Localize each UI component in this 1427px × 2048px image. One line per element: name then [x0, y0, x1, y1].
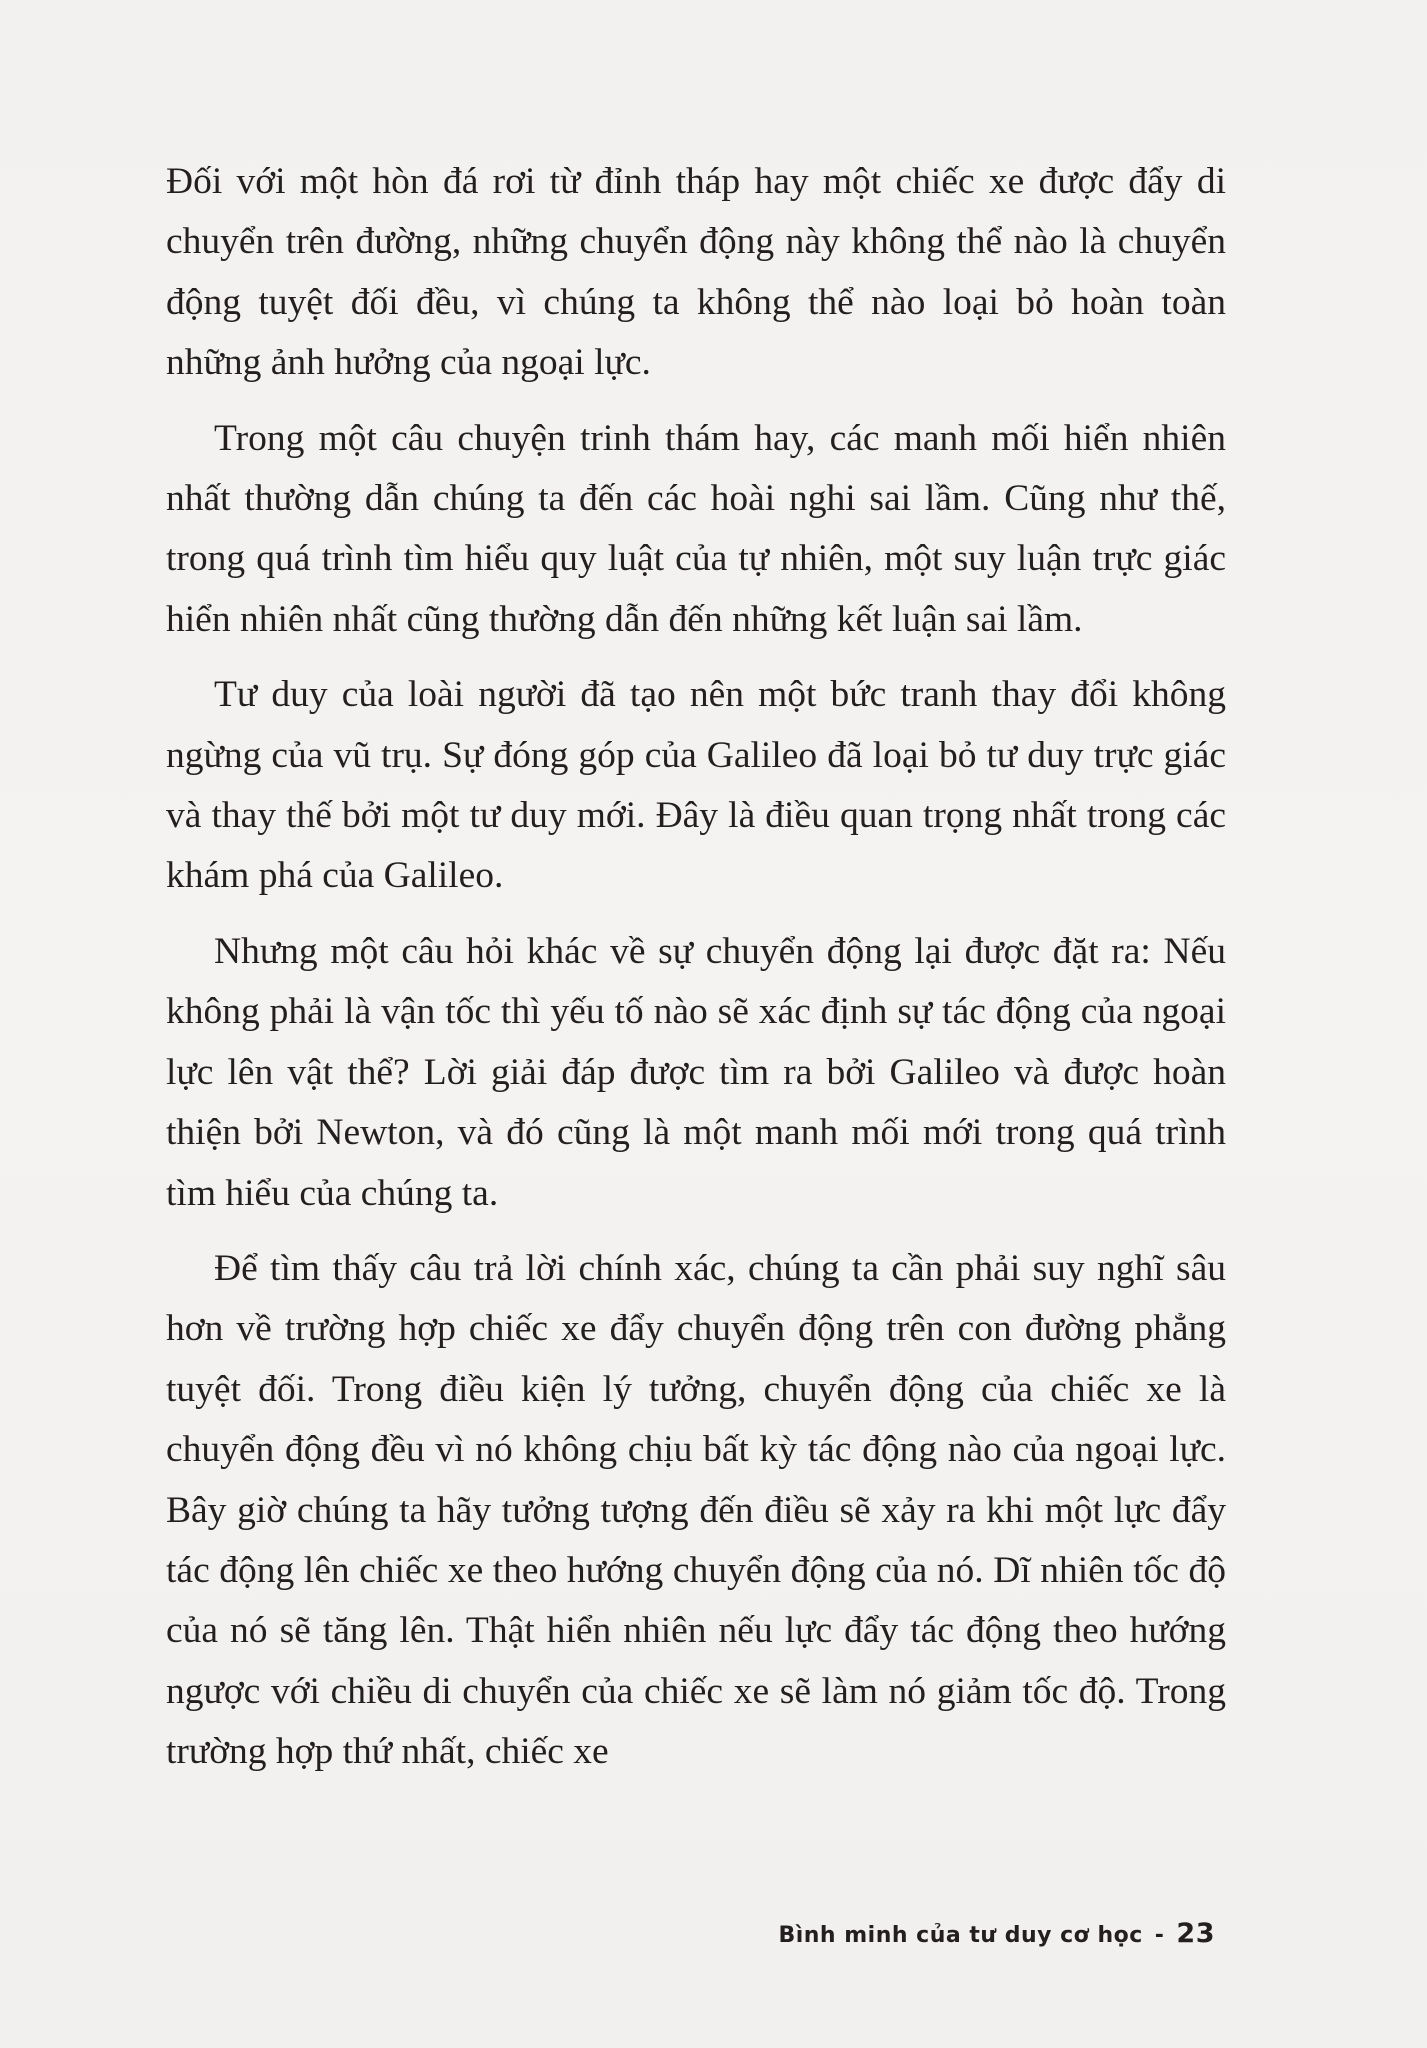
paragraph-1: Đối với một hòn đá rơi từ đỉnh tháp hay một chiếc xe được đẩy di chuyển trên đường, những chuyển động này không thể nào là chuyển động tuyệt đối đều, vì chúng ta không thể nào loại bỏ hoàn toàn những ảnh hưởng của ngoại lực. — [166, 161, 1226, 384]
running-footer — [778, 1918, 1215, 1949]
paragraph-5: Để tìm thấy câu trả lời chính xác, chúng ta cần phải suy nghĩ sâu hơn về trường hợp chiếc xe đẩy chuyển động trên con đường phẳng tuyệt đối. Trong điều kiện lý tưởng, chuyển động của chiếc xe là chuyển động đều vì nó không chịu bất kỳ tác động nào của ngoại lực. Bây giờ chúng ta hãy tưởng tượng đến điều sẽ xảy ra khi một lực đẩy tác động lên chiếc xe theo hướng chuyển động của nó. Dĩ nhiên tốc độ của nó sẽ tăng lên. Thật hiển nhiên nếu lực đẩy tác động theo hướng ngược với chiều di chuyển của chiếc xe sẽ làm nó giảm tốc độ. Trong trường hợp thứ nhất, chiếc xe — [166, 1247, 1226, 1773]
paragraph-3: Tư duy của loài người đã tạo nên một bức tranh thay đổi không ngừng của vũ trụ. Sự đóng góp của Galileo đã loại bỏ tư duy trực giác và thay thế bởi một tư duy mới. Đây là điều quan trọng nhất trong các khám phá của Galileo. — [166, 674, 1226, 897]
footer-chapter-title: Bình minh của tư duy cơ học — [778, 1923, 1143, 1948]
page-number: 23 — [1176, 1918, 1215, 1949]
footer-separator: - — [1154, 1923, 1165, 1948]
body-text — [166, 152, 1226, 1798]
paragraph-4: Nhưng một câu hỏi khác về sự chuyển động lại được đặt ra: Nếu không phải là vận tốc thì yếu tố nào sẽ xác định sự tác động của ngoại lực lên vật thể? Lời giải đáp được tìm ra bởi Galileo và được hoàn thiện bởi Newton, và đó cũng là một manh mối mới trong quá trình tìm hiểu của chúng ta. — [166, 930, 1226, 1214]
paragraph-2: Trong một câu chuyện trinh thám hay, các manh mối hiển nhiên nhất thường dẫn chúng ta đến các hoài nghi sai lầm. Cũng như thế, trong quá trình tìm hiểu quy luật của tự nhiên, một suy luận trực giác hiển nhiên nhất cũng thường dẫn đến những kết luận sai lầm. — [166, 417, 1226, 640]
